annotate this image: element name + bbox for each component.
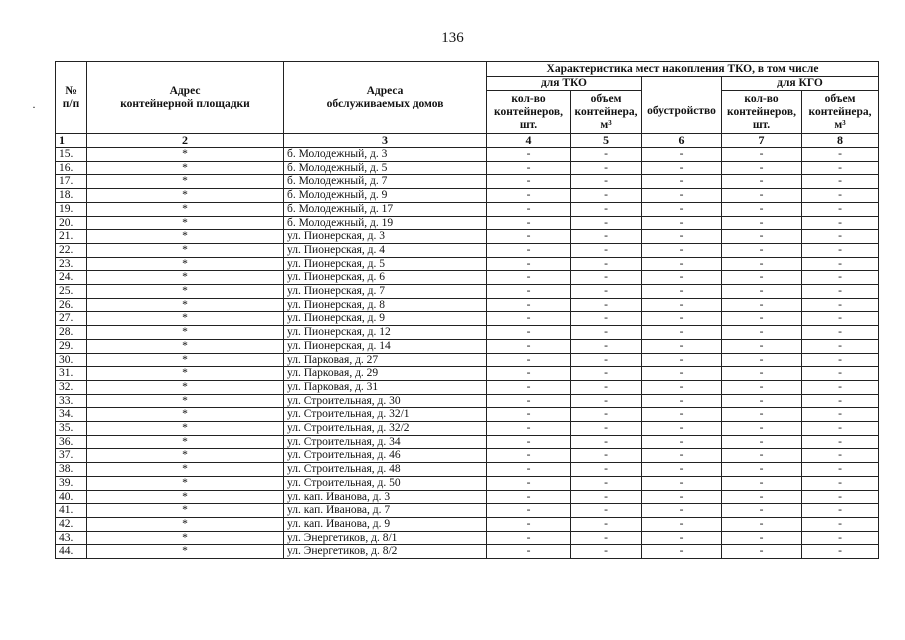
served-address-cell: ул. Строительная, д. 48 — [284, 463, 487, 477]
site-address-cell: * — [87, 189, 284, 203]
tko-volume-cell: - — [571, 463, 642, 477]
tko-count-cell: - — [487, 449, 571, 463]
row-number: 18. — [56, 189, 87, 203]
tko-volume-cell: - — [571, 517, 642, 531]
tko-count-cell: - — [487, 216, 571, 230]
tko-count-cell: - — [487, 148, 571, 162]
row-number: 30. — [56, 353, 87, 367]
tko-volume-cell: - — [571, 380, 642, 394]
row-number: 28. — [56, 326, 87, 340]
table-row — [56, 148, 879, 162]
table-row — [56, 394, 879, 408]
table-row — [56, 517, 879, 531]
site-address-cell: * — [87, 394, 284, 408]
row-number: 40. — [56, 490, 87, 504]
row-number: 20. — [56, 216, 87, 230]
column-number: 7 — [722, 134, 802, 148]
tko-count-cell: - — [487, 476, 571, 490]
kgo-volume-cell: - — [802, 380, 879, 394]
served-address-cell: ул. Строительная, д. 34 — [284, 435, 487, 449]
kgo-count-cell: - — [722, 298, 802, 312]
kgo-count-cell: - — [722, 380, 802, 394]
table-row — [56, 449, 879, 463]
row-number: 39. — [56, 476, 87, 490]
row-number: 37. — [56, 449, 87, 463]
arrangement-cell: - — [642, 285, 722, 299]
tko-count-cell: - — [487, 517, 571, 531]
site-address-cell: * — [87, 517, 284, 531]
row-number: 15. — [56, 148, 87, 162]
table-body — [56, 148, 879, 559]
site-address-cell: * — [87, 463, 284, 477]
served-address-cell: ул. Строительная, д. 50 — [284, 476, 487, 490]
tko-volume-cell: - — [571, 545, 642, 559]
kgo-count-cell: - — [722, 189, 802, 203]
tko-volume-cell: - — [571, 353, 642, 367]
served-address-cell: ул. Пионерская, д. 6 — [284, 271, 487, 285]
row-number: 34. — [56, 408, 87, 422]
kgo-count-cell: - — [722, 394, 802, 408]
table-row — [56, 175, 879, 189]
site-address-cell: * — [87, 243, 284, 257]
arrangement-cell: - — [642, 463, 722, 477]
site-address-cell: * — [87, 380, 284, 394]
served-address-cell: б. Молодежный, д. 3 — [284, 148, 487, 162]
header-kgo-volume: объем контейнера, м³ — [802, 91, 879, 134]
tko-count-cell: - — [487, 175, 571, 189]
site-address-cell: * — [87, 148, 284, 162]
row-number: 23. — [56, 257, 87, 271]
tko-count-cell: - — [487, 326, 571, 340]
row-number: 26. — [56, 298, 87, 312]
tko-volume-cell: - — [571, 367, 642, 381]
kgo-count-cell: - — [722, 504, 802, 518]
tko-volume-cell: - — [571, 161, 642, 175]
tko-volume-cell: - — [571, 422, 642, 436]
header-for-tko: для ТКО — [487, 77, 642, 91]
tko-count-cell: - — [487, 408, 571, 422]
arrangement-cell: - — [642, 422, 722, 436]
table-row — [56, 216, 879, 230]
table-row — [56, 202, 879, 216]
tko-count-cell: - — [487, 285, 571, 299]
site-address-cell: * — [87, 257, 284, 271]
tko-volume-cell: - — [571, 312, 642, 326]
table-row — [56, 545, 879, 559]
served-address-cell: ул. Пионерская, д. 4 — [284, 243, 487, 257]
site-address-cell: * — [87, 202, 284, 216]
table-row — [56, 326, 879, 340]
site-address-cell: * — [87, 312, 284, 326]
tko-volume-cell: - — [571, 189, 642, 203]
kgo-volume-cell: - — [802, 271, 879, 285]
kgo-count-cell: - — [722, 175, 802, 189]
site-address-cell: * — [87, 216, 284, 230]
site-address-cell: * — [87, 531, 284, 545]
site-address-cell: * — [87, 408, 284, 422]
arrangement-cell: - — [642, 408, 722, 422]
kgo-count-cell: - — [722, 517, 802, 531]
arrangement-cell: - — [642, 326, 722, 340]
site-address-cell: * — [87, 339, 284, 353]
tko-volume-cell: - — [571, 285, 642, 299]
kgo-volume-cell: - — [802, 230, 879, 244]
row-number: 25. — [56, 285, 87, 299]
tko-volume-cell: - — [571, 531, 642, 545]
arrangement-cell: - — [642, 531, 722, 545]
tko-count-cell: - — [487, 422, 571, 436]
table-row — [56, 531, 879, 545]
row-number: 44. — [56, 545, 87, 559]
arrangement-cell: - — [642, 449, 722, 463]
kgo-volume-cell: - — [802, 175, 879, 189]
tko-count-cell: - — [487, 435, 571, 449]
kgo-count-cell: - — [722, 312, 802, 326]
kgo-volume-cell: - — [802, 476, 879, 490]
header-kgo-count: кол-во контейнеров, шт. — [722, 91, 802, 134]
kgo-count-cell: - — [722, 353, 802, 367]
table-row — [56, 408, 879, 422]
served-address-cell: б. Молодежный, д. 19 — [284, 216, 487, 230]
row-number: 38. — [56, 463, 87, 477]
kgo-count-cell: - — [722, 326, 802, 340]
served-address-cell: ул. кап. Иванова, д. 7 — [284, 504, 487, 518]
served-address-cell: ул. Строительная, д. 32/2 — [284, 422, 487, 436]
row-number: 31. — [56, 367, 87, 381]
kgo-volume-cell: - — [802, 161, 879, 175]
served-address-cell: ул. Пионерская, д. 5 — [284, 257, 487, 271]
header-tko-count: кол-во контейнеров, шт. — [487, 91, 571, 134]
kgo-volume-cell: - — [802, 517, 879, 531]
arrangement-cell: - — [642, 504, 722, 518]
row-number: 27. — [56, 312, 87, 326]
served-address-cell: ул. Пионерская, д. 9 — [284, 312, 487, 326]
served-address-cell: ул. Пионерская, д. 14 — [284, 339, 487, 353]
row-number: 22. — [56, 243, 87, 257]
site-address-cell: * — [87, 476, 284, 490]
tko-volume-cell: - — [571, 230, 642, 244]
arrangement-cell: - — [642, 312, 722, 326]
header-site-address: Адрес контейнерной площадки — [87, 62, 284, 134]
tko-volume-cell: - — [571, 257, 642, 271]
table-row — [56, 380, 879, 394]
kgo-count-cell: - — [722, 545, 802, 559]
served-address-cell: ул. кап. Иванова, д. 3 — [284, 490, 487, 504]
kgo-volume-cell: - — [802, 490, 879, 504]
kgo-volume-cell: - — [802, 243, 879, 257]
kgo-count-cell: - — [722, 216, 802, 230]
header-blank — [642, 77, 722, 91]
kgo-count-cell: - — [722, 271, 802, 285]
table-row — [56, 422, 879, 436]
served-address-cell: б. Молодежный, д. 17 — [284, 202, 487, 216]
tko-count-cell: - — [487, 531, 571, 545]
tko-volume-cell: - — [571, 175, 642, 189]
site-address-cell: * — [87, 175, 284, 189]
table-row — [56, 298, 879, 312]
kgo-volume-cell: - — [802, 257, 879, 271]
table-row — [56, 230, 879, 244]
arrangement-cell: - — [642, 271, 722, 285]
tko-volume-cell: - — [571, 271, 642, 285]
tko-count-cell: - — [487, 339, 571, 353]
kgo-volume-cell: - — [802, 367, 879, 381]
served-address-cell: ул. Парковая, д. 27 — [284, 353, 487, 367]
served-address-cell: б. Молодежный, д. 9 — [284, 189, 487, 203]
kgo-volume-cell: - — [802, 504, 879, 518]
tko-count-cell: - — [487, 380, 571, 394]
kgo-volume-cell: - — [802, 531, 879, 545]
tko-count-cell: - — [487, 257, 571, 271]
served-address-cell: ул. Парковая, д. 31 — [284, 380, 487, 394]
tko-volume-cell: - — [571, 435, 642, 449]
column-number: 8 — [802, 134, 879, 148]
header-characteristics: Характеристика мест накопления ТКО, в том числе — [487, 62, 879, 77]
stray-mark: · — [32, 100, 36, 114]
table-row — [56, 476, 879, 490]
served-address-cell: ул. Пионерская, д. 3 — [284, 230, 487, 244]
tko-volume-cell: - — [571, 339, 642, 353]
row-number: 36. — [56, 435, 87, 449]
site-address-cell: * — [87, 490, 284, 504]
tko-volume-cell: - — [571, 216, 642, 230]
served-address-cell: ул. Пионерская, д. 12 — [284, 326, 487, 340]
table-row — [56, 189, 879, 203]
tko-volume-cell: - — [571, 394, 642, 408]
kgo-volume-cell: - — [802, 408, 879, 422]
tko-count-cell: - — [487, 394, 571, 408]
served-address-cell: ул. Энергетиков, д. 8/2 — [284, 545, 487, 559]
site-address-cell: * — [87, 298, 284, 312]
site-address-cell: * — [87, 326, 284, 340]
row-number: 41. — [56, 504, 87, 518]
table-row — [56, 353, 879, 367]
site-address-cell: * — [87, 367, 284, 381]
kgo-volume-cell: - — [802, 202, 879, 216]
header-for-kgo: для КГО — [722, 77, 879, 91]
arrangement-cell: - — [642, 490, 722, 504]
kgo-volume-cell: - — [802, 148, 879, 162]
site-address-cell: * — [87, 285, 284, 299]
site-address-cell: * — [87, 504, 284, 518]
served-address-cell: ул. Строительная, д. 30 — [284, 394, 487, 408]
row-number: 24. — [56, 271, 87, 285]
site-address-cell: * — [87, 271, 284, 285]
kgo-volume-cell: - — [802, 285, 879, 299]
kgo-volume-cell: - — [802, 545, 879, 559]
site-address-cell: * — [87, 161, 284, 175]
kgo-volume-cell: - — [802, 422, 879, 436]
kgo-volume-cell: - — [802, 394, 879, 408]
arrangement-cell: - — [642, 353, 722, 367]
kgo-volume-cell: - — [802, 463, 879, 477]
served-address-cell: ул. Пионерская, д. 8 — [284, 298, 487, 312]
arrangement-cell: - — [642, 230, 722, 244]
served-address-cell: ул. Энергетиков, д. 8/1 — [284, 531, 487, 545]
tko-count-cell: - — [487, 353, 571, 367]
column-number: 4 — [487, 134, 571, 148]
column-number-row — [56, 134, 879, 148]
row-number: 17. — [56, 175, 87, 189]
kgo-volume-cell: - — [802, 435, 879, 449]
kgo-volume-cell: - — [802, 339, 879, 353]
kgo-volume-cell: - — [802, 312, 879, 326]
column-number: 6 — [642, 134, 722, 148]
served-address-cell: ул. кап. Иванова, д. 9 — [284, 517, 487, 531]
table-row — [56, 161, 879, 175]
table-row — [56, 490, 879, 504]
kgo-count-cell: - — [722, 476, 802, 490]
tko-count-cell: - — [487, 230, 571, 244]
site-address-cell: * — [87, 422, 284, 436]
tko-count-cell: - — [487, 367, 571, 381]
header-served-addresses: Адреса обслуживаемых домов — [284, 62, 487, 134]
table-row — [56, 463, 879, 477]
site-address-cell: * — [87, 449, 284, 463]
kgo-count-cell: - — [722, 257, 802, 271]
arrangement-cell: - — [642, 380, 722, 394]
row-number: 16. — [56, 161, 87, 175]
row-number: 32. — [56, 380, 87, 394]
arrangement-cell: - — [642, 216, 722, 230]
kgo-count-cell: - — [722, 408, 802, 422]
tko-count-cell: - — [487, 504, 571, 518]
tko-count-cell: - — [487, 463, 571, 477]
arrangement-cell: - — [642, 175, 722, 189]
table-row — [56, 312, 879, 326]
kgo-volume-cell: - — [802, 189, 879, 203]
arrangement-cell: - — [642, 243, 722, 257]
kgo-volume-cell: - — [802, 216, 879, 230]
tko-volume-cell: - — [571, 148, 642, 162]
table-row — [56, 257, 879, 271]
arrangement-cell: - — [642, 298, 722, 312]
served-address-cell: ул. Строительная, д. 32/1 — [284, 408, 487, 422]
tko-count-cell: - — [487, 271, 571, 285]
table-row — [56, 504, 879, 518]
tko-count-cell: - — [487, 490, 571, 504]
arrangement-cell: - — [642, 476, 722, 490]
table-row — [56, 339, 879, 353]
site-address-cell: * — [87, 545, 284, 559]
kgo-count-cell: - — [722, 339, 802, 353]
served-address-cell: б. Молодежный, д. 7 — [284, 175, 487, 189]
row-number: 42. — [56, 517, 87, 531]
column-number: 5 — [571, 134, 642, 148]
table-row — [56, 285, 879, 299]
arrangement-cell: - — [642, 202, 722, 216]
arrangement-cell: - — [642, 545, 722, 559]
served-address-cell: ул. Строительная, д. 46 — [284, 449, 487, 463]
header-num: № п/п — [56, 62, 87, 134]
tko-count-cell: - — [487, 189, 571, 203]
kgo-count-cell: - — [722, 367, 802, 381]
tko-count-cell: - — [487, 312, 571, 326]
kgo-count-cell: - — [722, 531, 802, 545]
kgo-count-cell: - — [722, 230, 802, 244]
site-address-cell: * — [87, 353, 284, 367]
tko-volume-cell: - — [571, 476, 642, 490]
kgo-count-cell: - — [722, 463, 802, 477]
kgo-count-cell: - — [722, 202, 802, 216]
arrangement-cell: - — [642, 394, 722, 408]
arrangement-cell: - — [642, 435, 722, 449]
column-number: 2 — [87, 134, 284, 148]
arrangement-cell: - — [642, 189, 722, 203]
served-address-cell: ул. Парковая, д. 29 — [284, 367, 487, 381]
kgo-count-cell: - — [722, 449, 802, 463]
row-number: 29. — [56, 339, 87, 353]
column-number: 3 — [284, 134, 487, 148]
tko-volume-cell: - — [571, 490, 642, 504]
row-number: 33. — [56, 394, 87, 408]
kgo-volume-cell: - — [802, 353, 879, 367]
tko-volume-cell: - — [571, 408, 642, 422]
tko-volume-cell: - — [571, 449, 642, 463]
kgo-volume-cell: - — [802, 326, 879, 340]
site-address-cell: * — [87, 435, 284, 449]
kgo-count-cell: - — [722, 490, 802, 504]
table-row — [56, 367, 879, 381]
tko-volume-cell: - — [571, 504, 642, 518]
served-address-cell: б. Молодежный, д. 5 — [284, 161, 487, 175]
tko-count-cell: - — [487, 545, 571, 559]
tko-volume-cell: - — [571, 202, 642, 216]
row-number: 21. — [56, 230, 87, 244]
arrangement-cell: - — [642, 161, 722, 175]
served-address-cell: ул. Пионерская, д. 7 — [284, 285, 487, 299]
arrangement-cell: - — [642, 257, 722, 271]
kgo-count-cell: - — [722, 161, 802, 175]
arrangement-cell: - — [642, 339, 722, 353]
tko-count-cell: - — [487, 202, 571, 216]
arrangement-cell: - — [642, 517, 722, 531]
table-row — [56, 243, 879, 257]
arrangement-cell: - — [642, 367, 722, 381]
kgo-count-cell: - — [722, 285, 802, 299]
tko-volume-cell: - — [571, 298, 642, 312]
kgo-count-cell: - — [722, 422, 802, 436]
row-number: 43. — [56, 531, 87, 545]
tko-count-cell: - — [487, 298, 571, 312]
waste-sites-table — [55, 61, 879, 559]
table-row — [56, 435, 879, 449]
tko-volume-cell: - — [571, 326, 642, 340]
header-arrangement: обустройство — [642, 91, 722, 134]
tko-volume-cell: - — [571, 243, 642, 257]
tko-count-cell: - — [487, 243, 571, 257]
kgo-count-cell: - — [722, 148, 802, 162]
row-number: 35. — [56, 422, 87, 436]
kgo-count-cell: - — [722, 243, 802, 257]
table-row — [56, 271, 879, 285]
arrangement-cell: - — [642, 148, 722, 162]
kgo-volume-cell: - — [802, 298, 879, 312]
row-number: 19. — [56, 202, 87, 216]
site-address-cell: * — [87, 230, 284, 244]
page-number: 136 — [441, 30, 464, 46]
tko-count-cell: - — [487, 161, 571, 175]
header-tko-volume: объем контейнера, м³ — [571, 91, 642, 134]
kgo-volume-cell: - — [802, 449, 879, 463]
kgo-count-cell: - — [722, 435, 802, 449]
column-number: 1 — [56, 134, 87, 148]
